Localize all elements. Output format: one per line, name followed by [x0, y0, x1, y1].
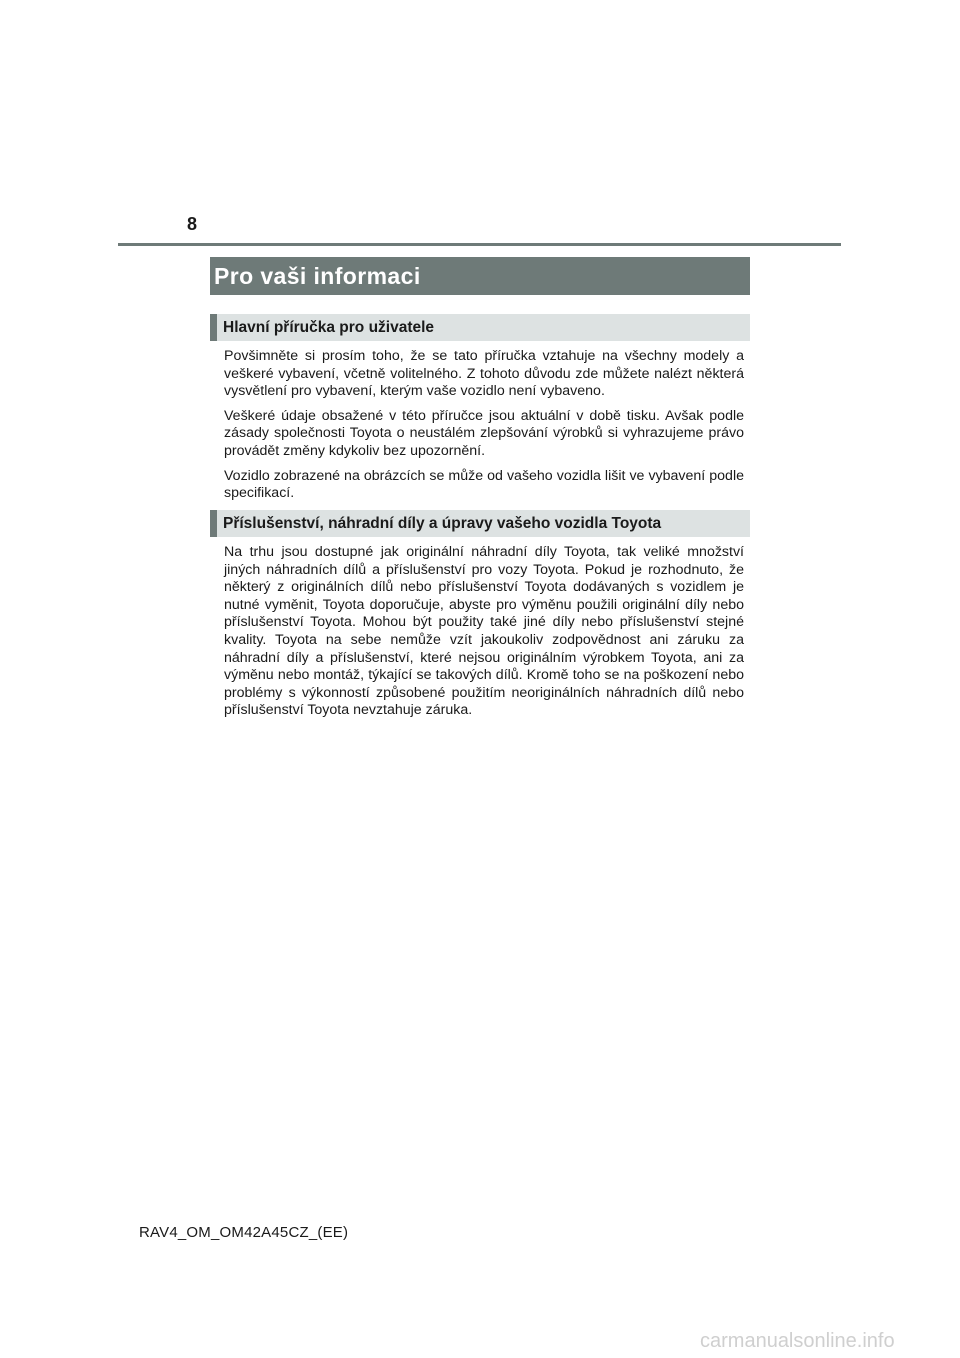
section-heading: Hlavní příručka pro uživatele — [223, 319, 435, 336]
page-number: 8 — [187, 214, 198, 234]
section-body — [224, 348, 744, 510]
section-body — [224, 544, 744, 727]
paragraph: Na trhu jsou dostupné jak originální náhradní díly Toyota, tak veliké množství jiných náhradních dílů a příslušenství pro vozy Toyota. Pokud je rozhodnuto, že některý z originálních dílů nebo příslušenství Toyota dodávaných s vozidlem je nutné vyměnit, Toyota doporučuje, abyste pro výměnu použili originální díly nebo příslušenství Toyota. Mohou být použity také jiné díly nebo příslušenství stejné kvality. Toyota na sebe nemůže vzít jakoukoliv zodpovědnost ani záruku za náhradní díly a příslušenství, které nejsou originálním výrobkem Toyota, ani za výměnu nebo montáž, týkající se takových dílů. Kromě toho se na poškození nebo problémy s výkonností způsobené použitím neoriginálních náhradních dílů nebo příslušenství Toyota nevztahuje záruka. — [224, 544, 744, 719]
paragraph: Veškeré údaje obsažené v této příručce jsou aktuální v době tisku. Avšak podle zásady společnosti Toyota o neustálém zlepšování výrobků si vyhrazujeme právo provádět změny kdykoliv bez upozornění. — [224, 407, 744, 459]
page-title-bar — [210, 257, 750, 295]
section-heading: Příslušenství, náhradní díly a úpravy vašeho vozidla Toyota — [223, 515, 662, 532]
section-heading-bar — [210, 314, 750, 341]
top-rule — [118, 243, 841, 246]
footer-code: RAV4_OM_OM42A45CZ_(EE) — [139, 1224, 349, 1241]
watermark: carmanualsonline.info — [700, 1330, 895, 1352]
section-heading-bar — [210, 510, 750, 537]
paragraph: Vozidlo zobrazené na obrázcích se může od vašeho vozidla lišit ve vybavení podle specifikací. — [224, 467, 744, 502]
page-title: Pro vaši informaci — [214, 263, 421, 289]
paragraph: Povšimněte si prosím toho, že se tato příručka vztahuje na všechny modely a veškeré vybavení, včetně volitelného. Z tohoto důvodu zde můžete nalézt některá vysvětlení pro vybavení, kterým vaše vozidlo není vybaveno. — [224, 348, 744, 400]
